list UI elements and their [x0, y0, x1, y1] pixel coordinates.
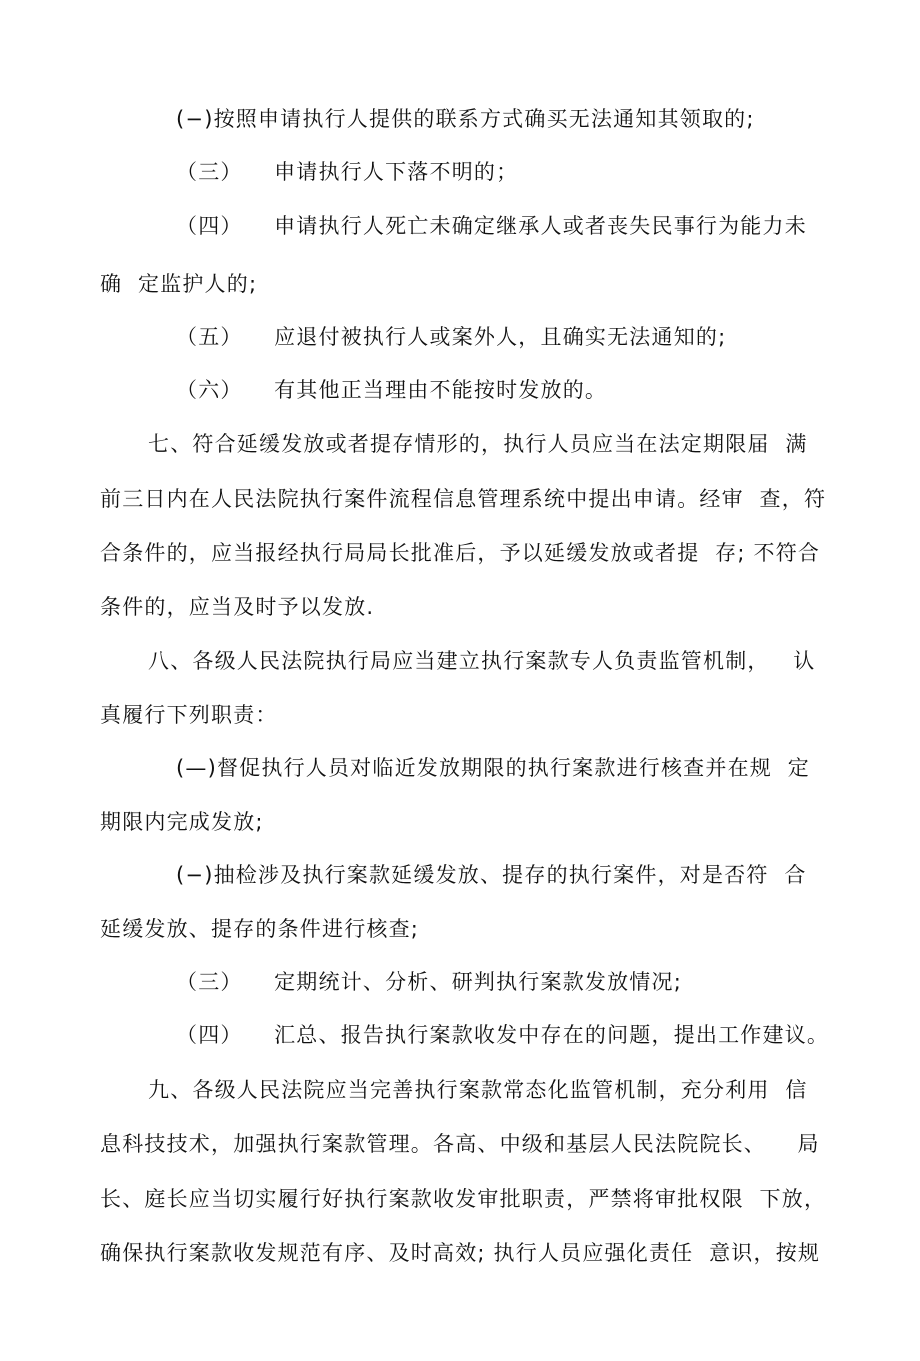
- text-line: 息科技技术，加强执行案款管理。各高、中级和基层人民法院院长、 局: [100, 1132, 820, 1156]
- text-line: (−)抽检涉及执行案款延缓发放、提存的执行案件，对是否符 合: [176, 863, 807, 887]
- text-line: 前三日内在人民法院执行案件流程信息管理系统中提出申请。经审 查，符: [100, 487, 827, 511]
- text-line: （五） 应退付被执行人或案外人，且确实无法通知的;: [176, 325, 727, 349]
- text-line: （四） 申请执行人死亡未确定继承人或者丧失民事行为能力未: [176, 214, 807, 238]
- text-line: 确保执行案款收发规范有序、及时高效; 执行人员应强化责任 意识，按规: [100, 1241, 821, 1265]
- text-line: 长、庭长应当切实履行好执行案款收发审批职责，严禁将审批权限 下放，: [100, 1187, 827, 1211]
- text-line: （三） 申请执行人下落不明的；: [176, 160, 519, 184]
- text-line: （六） 有其他正当理由不能按时发放的。: [176, 378, 608, 402]
- text-line: 合条件的，应当报经执行局局长批准后，予以延缓发放或者提 存; 不符合: [100, 541, 821, 565]
- text-line: 七、符合延缓发放或者提存情形的，执行人员应当在法定期限届 满: [148, 432, 808, 456]
- text-line: 延缓发放、提存的条件进行核查;: [100, 917, 420, 941]
- text-line: （三） 定期统计、分析、研判执行案款发放情况;: [176, 970, 682, 994]
- text-line: (—)督促执行人员对临近发放期限的执行案款进行核查并在规 定: [176, 756, 810, 780]
- text-line: 确 定监护人的;: [100, 272, 258, 296]
- text-line: 真履行下列职责：: [100, 703, 278, 727]
- text-line: 八、各级人民法院执行局应当建立执行案款专人负责监管机制， 认: [148, 649, 816, 673]
- text-line: （四） 汇总、报告执行案款收发中存在的问题，提出工作建议。: [176, 1023, 830, 1047]
- text-line: 条件的，应当及时予以发放.: [100, 595, 375, 619]
- text-line: (−)按照申请执行人提供的联系方式确买无法通知其领取的;: [176, 107, 755, 131]
- text-line: 期限内完成发放;: [100, 810, 264, 834]
- text-line: 九、各级人民法院应当完善执行案款常态化监管机制，充分利用 信: [148, 1078, 808, 1102]
